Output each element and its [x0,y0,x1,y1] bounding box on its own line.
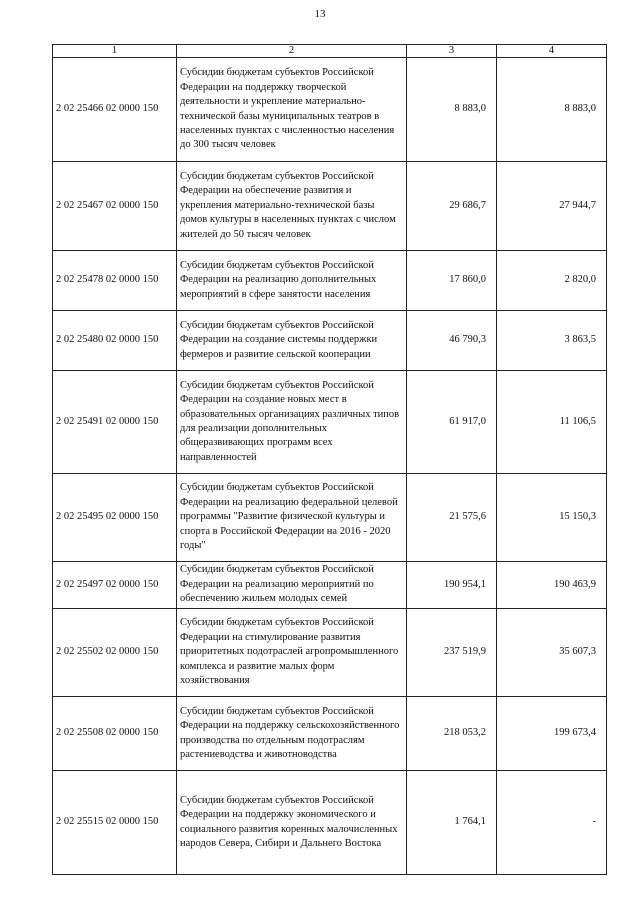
budget-code: 2 02 25497 02 0000 150 [53,562,177,609]
amount-col4: 35 607,3 [497,609,607,697]
budget-code: 2 02 25502 02 0000 150 [53,609,177,697]
page-number: 13 [314,8,326,20]
amount-col4: 15 150,3 [497,474,607,562]
amount-col3: 237 519,9 [407,609,497,697]
column-header-4: 4 [497,45,607,58]
table-row [53,562,607,609]
row-description: Субсидии бюджетам субъектов Российской Федерации на создание системы поддержки фермеров и развитие сельской кооперации [177,311,407,371]
row-description: Субсидии бюджетам субъектов Российской Федерации на реализацию дополнительных мероприятий в сфере занятости населения [177,251,407,311]
table-header-row [53,45,607,58]
amount-col4: 199 673,4 [497,697,607,771]
amount-col4: 11 106,5 [497,371,607,474]
amount-col3: 8 883,0 [407,58,497,162]
amount-col4: 27 944,7 [497,162,607,251]
table-row [53,771,607,875]
table-row [53,251,607,311]
budget-code: 2 02 25495 02 0000 150 [53,474,177,562]
row-description: Субсидии бюджетам субъектов Российской Федерации на реализацию федеральной целевой программы "Развитие физической культуры и спорта в Российской Федерации на 2016 - 2020 годы" [177,474,407,562]
column-header-2: 2 [177,45,407,58]
budget-code: 2 02 25508 02 0000 150 [53,697,177,771]
budget-code: 2 02 25491 02 0000 150 [53,371,177,474]
row-description: Субсидии бюджетам субъектов Российской Федерации на стимулирование развития приоритетных подотраслей агропромышленного комплекса и развитие малых форм хозяйствования [177,609,407,697]
table-row [53,162,607,251]
row-description: Субсидии бюджетам субъектов Российской Федерации на создание новых мест в образовательных организациях различных типов для реализации дополнительных общеразвивающих программ всех направленностей [177,371,407,474]
budget-code: 2 02 25466 02 0000 150 [53,58,177,162]
amount-col4: 190 463,9 [497,562,607,609]
amount-col3: 218 053,2 [407,697,497,771]
amount-col4: - [497,771,607,875]
amount-col3: 46 790,3 [407,311,497,371]
column-header-3: 3 [407,45,497,58]
row-description: Субсидии бюджетам субъектов Российской Федерации на поддержку экономического и социального развития коренных малочисленных народов Севера, Сибири и Дальнего Востока [177,771,407,875]
table-row [53,371,607,474]
budget-table [52,44,607,875]
amount-col4: 8 883,0 [497,58,607,162]
row-description: Субсидии бюджетам субъектов Российской Федерации на поддержку сельскохозяйственного производства по отдельным подотраслям растениеводства и животноводства [177,697,407,771]
amount-col3: 29 686,7 [407,162,497,251]
budget-code: 2 02 25467 02 0000 150 [53,162,177,251]
amount-col4: 3 863,5 [497,311,607,371]
table-row [53,697,607,771]
row-description: Субсидии бюджетам субъектов Российской Федерации на реализацию мероприятий по обеспечению жильем молодых семей [177,562,407,609]
amount-col3: 17 860,0 [407,251,497,311]
amount-col4: 2 820,0 [497,251,607,311]
amount-col3: 1 764,1 [407,771,497,875]
row-description: Субсидии бюджетам субъектов Российской Федерации на обеспечение развития и укрепления материально-технической базы домов культуры в населенных пунктах с числом жителей до 50 тысяч человек [177,162,407,251]
table-row [53,474,607,562]
table-row [53,311,607,371]
table-row [53,609,607,697]
budget-code: 2 02 25478 02 0000 150 [53,251,177,311]
column-header-1: 1 [53,45,177,58]
budget-code: 2 02 25480 02 0000 150 [53,311,177,371]
amount-col3: 190 954,1 [407,562,497,609]
table-row [53,58,607,162]
budget-code: 2 02 25515 02 0000 150 [53,771,177,875]
amount-col3: 61 917,0 [407,371,497,474]
row-description: Субсидии бюджетам субъектов Российской Федерации на поддержку творческой деятельности и укрепление материально-технической базы муниципальных театров в населенных пунктах с численностью населения до 300 тысяч человек [177,58,407,162]
amount-col3: 21 575,6 [407,474,497,562]
